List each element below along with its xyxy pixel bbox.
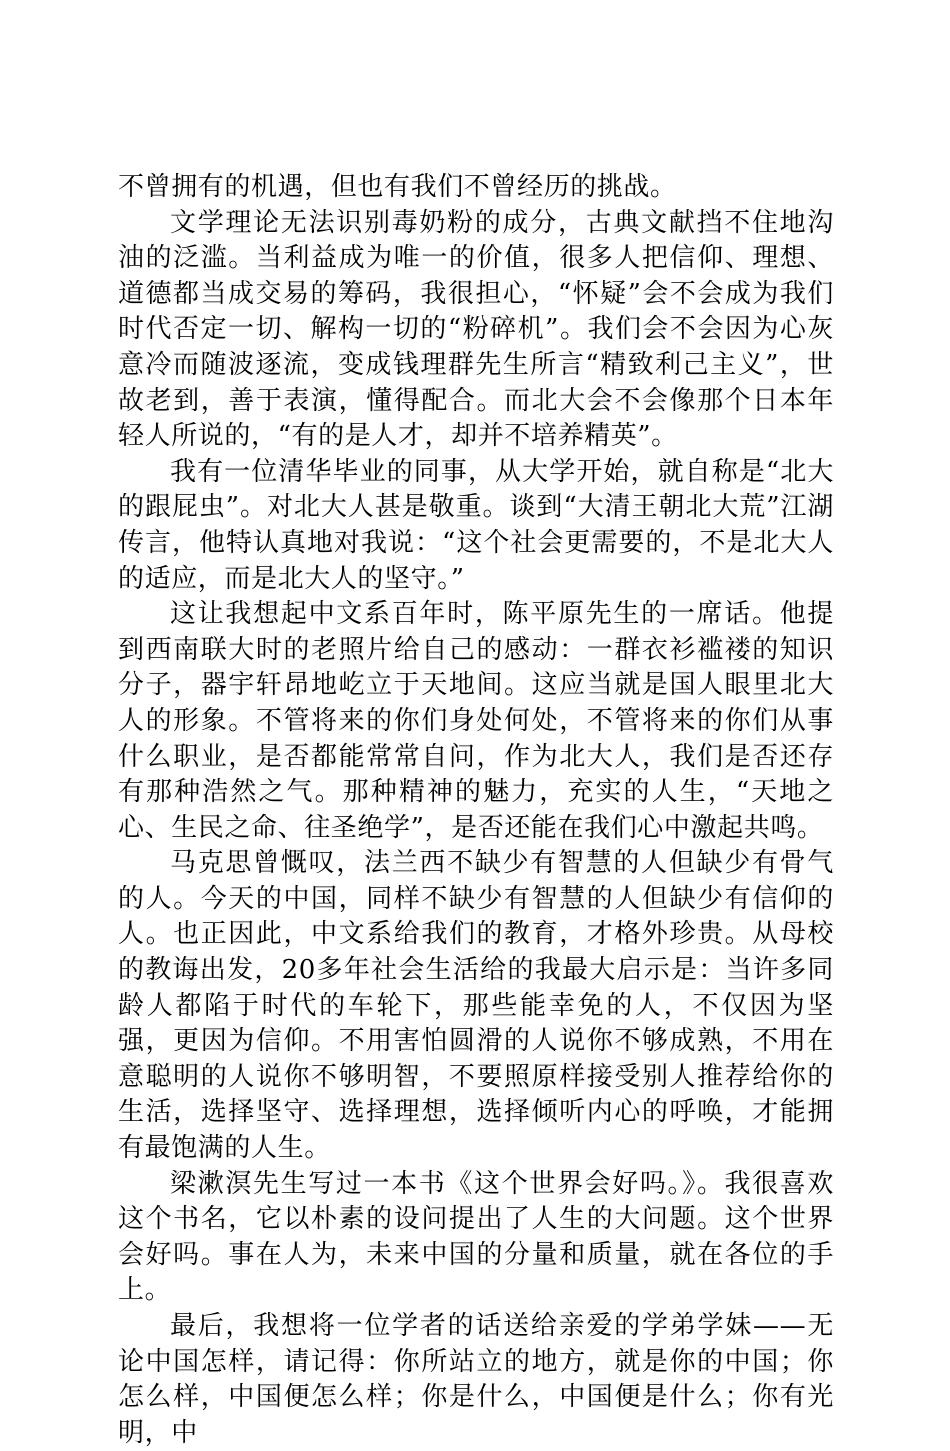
paragraph-1: 不曾拥有的机遇，但也有我们不曾经历的挑战。	[118, 172, 677, 202]
paragraph-2: 文学理论无法识别毒奶粉的成分，古典文献挡不住地沟油的泛滥。当利益成为唯一的价值，很多人把信仰、理想、道德都当成交易的筹码，我很担心，“怀疑”会不会成为我们时代否定一切、解构一切的“粉碎机”。我们会不会因为心灰意冷而随波逐流，变成钱理群先生所言“精致利己主义”，世故老到，善于表演，懂得配合。而北大会不会像那个日本年轻人所说的，“有的是人才，却并不培养精英”。	[118, 207, 834, 452]
paragraph-4: 这让我想起中文系百年时，陈平原先生的一席话。他提到西南联大时的老照片给自己的感动：一群衣衫褴褛的知识分子，器宇轩昂地屹立于天地间。这应当就是国人眼里北大人的形象。不管将来的你们身处何处，不管将来的你们从事什么职业，是否都能常常自问，作为北大人，我们是否还存有那种浩然之气。那种精神的魅力，充实的人生，“天地之心、生民之命、往圣绝学”，是否还能在我们心中激起共鸣。	[118, 599, 834, 843]
document-body	[118, 170, 834, 1451]
paragraph-3: 我有一位清华毕业的同事，从大学开始，就自称是“北大的跟屁虫”。对北大人甚是敬重。谈到“大清王朝北大荒”江湖传言，他特认真地对我说：“这个社会更需要的，不是北大人的适应，而是北大人的坚守。”	[118, 456, 834, 594]
paragraph-6: 梁漱溟先生写过一本书《这个世界会好吗。》。我很喜欢这个书名，它以朴素的设问提出了人生的大问题。这个世界会好吗。事在人为，未来中国的分量和质量，就在各位的手上。	[118, 1168, 834, 1306]
paragraph-7: 最后，我想将一位学者的话送给亲爱的学弟学妹——无论中国怎样，请记得：你所站立的地方，就是你的中国；你怎么样，中国便怎么样；你是什么，中国便是什么；你有光明，中	[118, 1311, 834, 1448]
paragraph-5: 马克思曾慨叹，法兰西不缺少有智慧的人但缺少有骨气的人。今天的中国，同样不缺少有智慧的人但缺少有信仰的人。也正因此，中文系给我们的教育，才格外珍贵。从母校的教诲出发，20多年社会生活给的我最大启示是：当许多同龄人都陷于时代的车轮下，那些能幸免的人，不仅因为坚强，更因为信仰。不用害怕圆滑的人说你不够成熟，不用在意聪明的人说你不够明智，不要照原样接受别人推荐给你的生活，选择坚守、选择理想，选择倾听内心的呼唤，才能拥有最饱满的人生。	[118, 848, 834, 1164]
